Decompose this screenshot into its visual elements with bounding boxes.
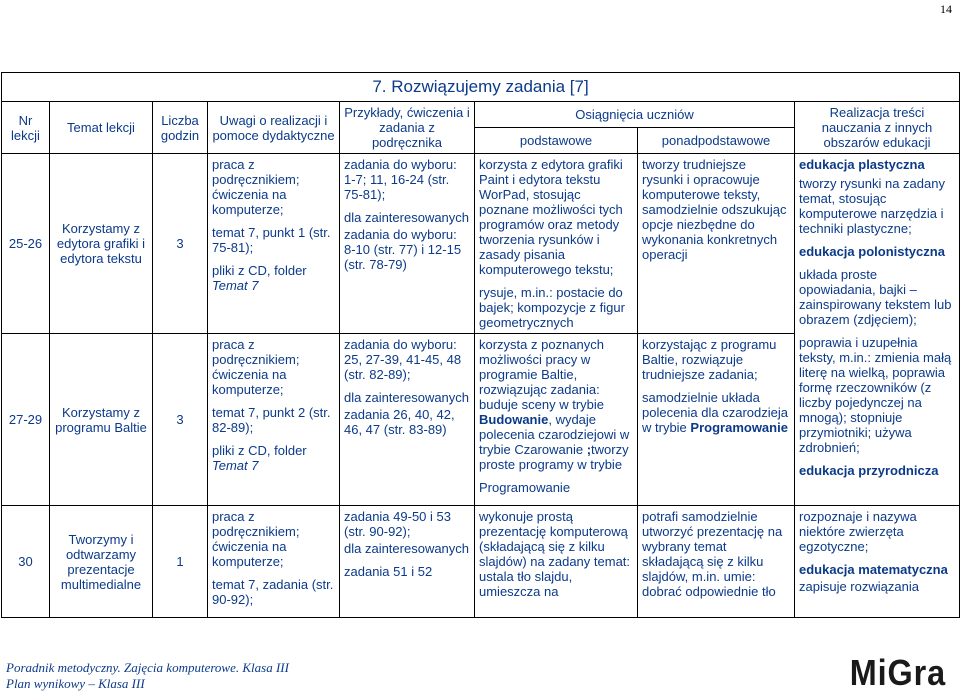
- examples-text: zadania 49-50 i 53 (str. 90-92);: [344, 509, 451, 539]
- notes-folder: Temat 7: [212, 278, 259, 293]
- examples-text: zadania do wyboru: 1-7; 11, 16-24 (str. 75-81);: [344, 157, 457, 202]
- chapter-title: 7. Rozwiązujemy zadania [7]: [2, 73, 960, 102]
- notes-text: temat 7, zadania (str. 90-92);: [212, 577, 334, 607]
- area-text: zapisuje rozwiązania: [799, 579, 919, 594]
- achievements-basic: [475, 334, 638, 506]
- page-number: 14: [940, 2, 952, 16]
- lesson-topic: Korzystamy z programu Baltie: [50, 334, 153, 506]
- area-title: edukacja plastyczna: [799, 157, 925, 172]
- other-areas: [795, 506, 960, 618]
- header-uwagi: Uwagi o realizacji i pomoce dydaktyczne: [208, 102, 340, 154]
- lesson-notes: [208, 506, 340, 618]
- examples-text: zadania 26, 40, 42, 46, 47 (str. 83-89): [344, 407, 455, 437]
- publisher-logo: [839, 652, 946, 694]
- basic-text: , wydaje polecenia czarodziejowi w trybie: [479, 412, 630, 457]
- header-temat: Temat lekcji: [50, 102, 153, 154]
- lesson-topic: Korzystamy z edytora grafiki i edytora tekstu: [50, 154, 153, 334]
- achievements-advanced: [638, 154, 795, 334]
- achievements-advanced: [638, 334, 795, 506]
- advanced-text: potrafi samodzielnie utworzyć prezentację na wybrany temat składającą się z kilku slajdów, m.in. umie: dobrać odpowiednie tło: [642, 509, 783, 599]
- examples-text: zadania do wyboru: 25, 27-39, 41-45, 48 (str. 82-89);: [344, 337, 462, 382]
- lesson-number: 27-29: [2, 334, 50, 506]
- area-title: edukacja polonistyczna: [799, 244, 945, 259]
- examples-extra-label: dla zainteresowanych: [344, 210, 470, 225]
- examples-text: zadania 51 i 52: [344, 564, 433, 579]
- achievements-advanced: [638, 506, 795, 618]
- lesson-examples: [340, 506, 475, 618]
- footer-title: Poradnik metodyczny. Zajęcia komputerowe. Klasa III: [6, 660, 289, 675]
- header-podstawowe: podstawowe: [475, 128, 638, 154]
- lesson-notes: [208, 154, 340, 334]
- basic-text: korzysta z poznanych możliwości pracy w programie Baltie, rozwiązując zadania: buduje sceny w trybie: [479, 337, 605, 412]
- header-liczba: Liczba godzin: [153, 102, 208, 154]
- lesson-hours: 1: [153, 506, 208, 618]
- advanced-text: samodzielnie układa polecenia dla czarodzieja w trybie: [642, 390, 788, 435]
- notes-text: pliki z CD, folder: [212, 443, 307, 458]
- examples-extra-label: dla zainteresowanych: [344, 390, 470, 405]
- area-title: edukacja przyrodnicza: [799, 463, 939, 478]
- basic-text: tworzy proste programy w trybie: [479, 442, 629, 472]
- area-title: edukacja matematyczna: [799, 562, 948, 577]
- area-text: rozpoznaje i nazywa niektóre zwierzęta egzotyczne;: [799, 509, 917, 554]
- basic-text: wykonuje prostą prezentację komputerową (składającą się z kilku slajdów) na zadany temat: ustala tło slajdu, umieszcza na: [479, 509, 631, 599]
- lesson-notes: [208, 334, 340, 506]
- examples-extra-label: dla zainteresowanych: [344, 541, 470, 556]
- mode-name: Programowanie: [690, 420, 788, 435]
- notes-text: temat 7, punkt 2 (str. 82-89);: [212, 405, 331, 435]
- basic-text: korzysta z edytora grafiki Paint i edytora tekstu WorPad, stosując poznane możliwości tych programów oraz metody tworzenia rysunków i zasady pisania komputerowego tekstu;: [479, 157, 623, 277]
- header-nr: Nr lekcji: [2, 102, 50, 154]
- header-przyklady: Przykłady, ćwiczenia i zadania z podręcznika: [340, 102, 475, 154]
- area-text: poprawia i uzupełnia teksty, m.in.: zmienia małą literę na wielką, poprawia formę rzeczowników (z liczby pojedynczej na mnogą); stopniuje przymiotniki; używa zdrobnień;: [799, 335, 952, 455]
- header-ponadpodstawowe: ponadpodstawowe: [638, 128, 795, 154]
- notes-text: pliki z CD, folder: [212, 263, 307, 278]
- other-areas-merged: [795, 154, 960, 506]
- notes-folder: Temat 7: [212, 458, 259, 473]
- footer: [6, 660, 289, 692]
- notes-text: temat 7, punkt 1 (str. 75-81);: [212, 225, 331, 255]
- achievements-basic: [475, 506, 638, 618]
- lesson-number: 30: [2, 506, 50, 618]
- lesson-hours: 3: [153, 334, 208, 506]
- examples-text: zadania do wyboru: 8-10 (str. 77) i 12-15 (str. 78-79): [344, 227, 462, 272]
- footer-subtitle: Plan wynikowy – Klasa III: [6, 676, 145, 691]
- notes-text: praca z podręcznikiem; ćwiczenia na komputerze;: [212, 337, 300, 397]
- advanced-text: tworzy trudniejsze rysunki i opracowuje komputerowe teksty, samodzielnie odszukując opcje niezbędne do wykonania konkretnych operacji: [642, 157, 787, 262]
- basic-text: Programowanie: [479, 480, 571, 495]
- advanced-text: korzystając z programu Baltie, rozwiązuje trudniejsze zadania;: [642, 337, 777, 382]
- area-text: tworzy rysunki na zadany temat, stosując komputerowe narzędzia i techniki plastyczne;: [799, 176, 945, 236]
- notes-text: praca z podręcznikiem; ćwiczenia na komputerze;: [212, 157, 300, 217]
- notes-text: praca z podręcznikiem; ćwiczenia na komputerze;: [212, 509, 300, 569]
- basic-text: rysuje, m.in.: postacie do bajek; kompozycje z figur geometrycznych: [479, 285, 625, 330]
- basic-text: Czarowanie: [514, 442, 584, 457]
- lesson-examples: [340, 154, 475, 334]
- lesson-topic: Tworzymy i odtwarzamy prezentacje multimedialne: [50, 506, 153, 618]
- table-row: [2, 154, 960, 334]
- mode-name: Budowanie: [479, 412, 549, 427]
- table-row: [2, 506, 960, 618]
- header-realizacja: Realizacja treści nauczania z innych obszarów edukacji: [795, 102, 960, 154]
- logo-text: MiGra: [849, 652, 946, 693]
- lesson-hours: 3: [153, 154, 208, 334]
- lesson-plan-table: [1, 72, 960, 618]
- area-text: układa proste opowiadania, bajki – zainspirowany tekstem lub obrazem (zdjęciem);: [799, 267, 952, 327]
- lesson-examples: [340, 334, 475, 506]
- achievements-basic: [475, 154, 638, 334]
- header-osiagniecia: Osiągnięcia uczniów: [475, 102, 795, 128]
- mode-name: ;: [586, 442, 592, 457]
- lesson-number: 25-26: [2, 154, 50, 334]
